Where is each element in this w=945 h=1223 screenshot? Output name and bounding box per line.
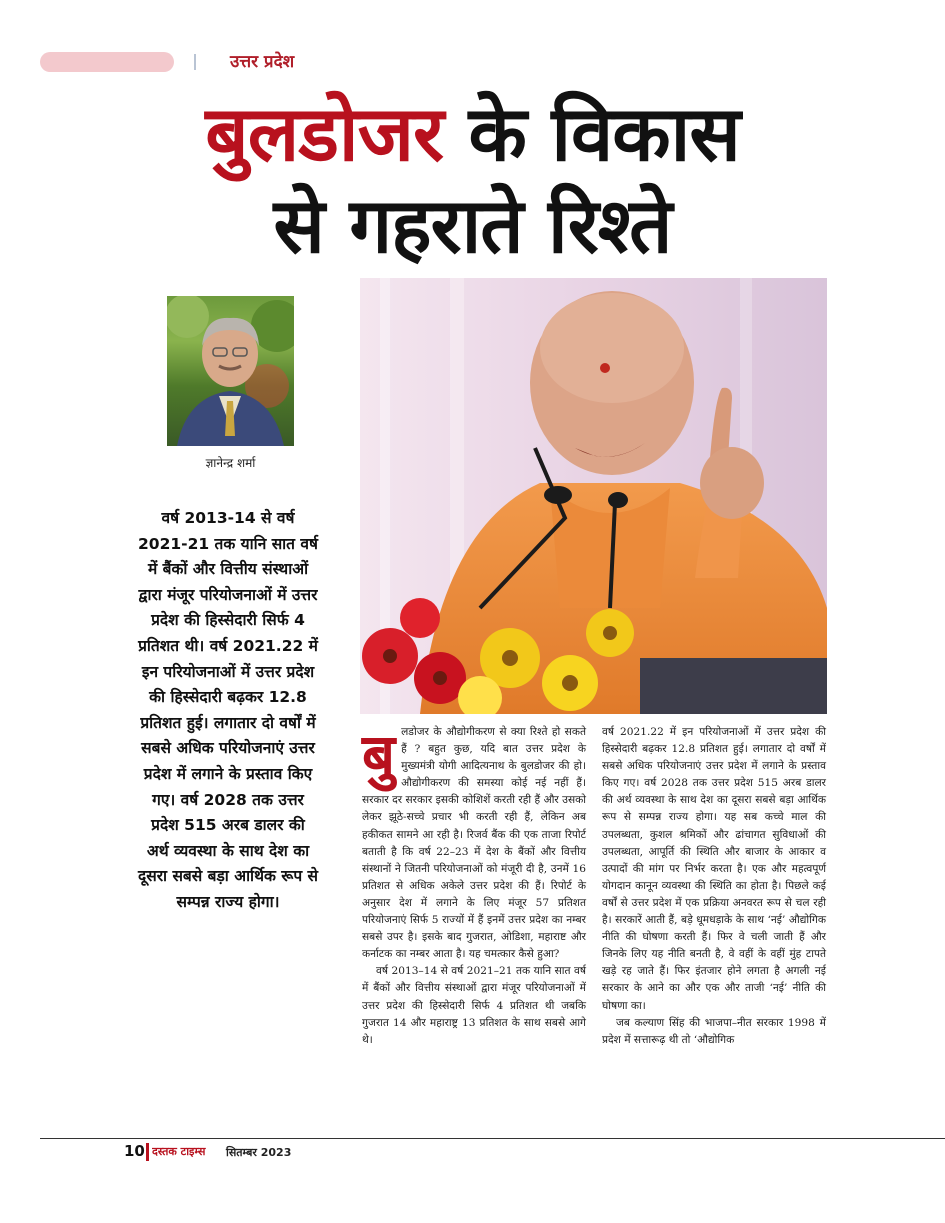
section-separator (194, 54, 196, 70)
pull-quote: वर्ष 2013-14 से वर्ष 2021-21 तक यानि सात वर्ष में बैंकों और वित्तीय संस्थाओं द्वारा मंजूर परियोजनाओं में उत्तर प्रदेश की हिस्सेदारी सिर्फ 4 प्रतिशत थी। वर्ष 2021.22 में इन परियोजनाओं में उत्तर प्रदेश की हिस्सेदारी बढ़कर 12.8 प्रतिशत हुई। लगातार दो वर्षों में सबसे अधिक परियोजनाएं उत्तर प्रदेश में लगाने के प्रस्ताव किए गए। वर्ष 2028 तक उत्तर प्रदेश 515 अरब डालर की अर्थ व्यवस्था के साथ देश का दूसरा सबसे बड़ा आर्थिक रूप से सम्पन्न राज्य होगा। (138, 509, 318, 911)
author-name: ज्ञानेन्द्र शर्मा (205, 456, 256, 470)
headline-line-1 (0, 88, 945, 180)
drop-cap: बु (362, 721, 396, 789)
article-paragraph: लडोजर के औद्योगीकरण से क्या रिश्ते हो सकते हैं ? बहुत कुछ, यदि बात उत्तर प्रदेश के मुख्यमंत्री योगी आदित्यनाथ के बुलडोजर की हो। औद्योगीकरण की समस्या कोई नई नहीं हैं। सरकार दर सरकार इसकी कोशिशें करती रही हैं और उसको लेकर झूठे-सच्चे प्रचार भी करती रही हैं, लेकिन अब हकीकत सामने आ रही है। रिजर्व बैंक की एक ताजा रिपोर्ट बताती है कि वर्ष 22–23 में देश के बैंकों और वित्तीय संस्थानों ने जितनी परियोजनाओं को मंजूरी दी है, उनमें 16 प्रतिशत से अधिक अकेले उत्तर प्रदेश की हैं। रिपोर्ट के अनुसार देश में लगाने के लिए मंजूर 57 प्रतिशत परियोजनाएं सिर्फ 5 राज्यों में हैं इनमें उत्तर प्रदेश का नम्बर सबसे उपर है। इसके बाद गुजरात, ओडिशा, महाराष्ट और कर्नाटक का नम्बर आता है। यह चमत्कार कैसे हुआ? (362, 726, 586, 961)
page-number: 10 (124, 1142, 145, 1160)
section-label: उत्तर प्रदेश (230, 52, 295, 72)
speaker-photo-illustration (360, 278, 827, 714)
article-paragraph: वर्ष 2021.22 में इन परियोजनाओं में उत्तर प्रदेश की हिस्सेदारी बढ़कर 12.8 प्रतिशत हुई। लगातार दो वर्षों में सबसे अधिक परियोजनाएं उत्तर प्रदेश में लगाने के प्रस्ताव किए गए। वर्ष 2028 तक उत्तर प्रदेश 515 अरब डालर की अर्थ व्यवस्था के साथ देश का दूसरा सबसे बड़ा आर्थिक रूप से सम्पन्न राज्य होगा। यह सब कच्चे माल की उपलब्धता, कुशल श्रमिकों और ढांचागत सुविधाओं की उपलब्धता, आपूर्ति की स्थिति और बाजार के आकार व उत्पादों की मांग पर निर्भर करता है। एक और महत्वपूर्ण योगदान कानून व्यवस्था की स्थिति का होता है। पिछले कई वर्षों से उत्तर प्रदेश में एक प्रक्रिया अनवरत रूप से चल रही है। सरकारें आती हैं, बड़े धूमधड़ाके के साथ ‘नई’ औद्योगिक नीति की घोषणा करती हैं। फिर वे चली जाती हैं और जिनके लिए यह नीति बनती है, वे वहीं के वहीं मुंह टापते खड़े रह जाते हैं। फिर इंतजार होने लगता है अगली नई सरकार के आने का और एक और ताजी ‘नई’ नीति की घोषणा का। (602, 726, 826, 1012)
headline-line-1-rest: के विकास (443, 89, 740, 178)
issue-date: सितम्बर 2023 (226, 1146, 292, 1159)
main-photo (360, 278, 827, 714)
magazine-logo: दस्तक टाइम्स (152, 1145, 206, 1158)
article-paragraph: जब कल्याण सिंह की भाजपा–नीत सरकार 1998 में प्रदेश में सत्तारूढ़ थी तो ‘औद्योगिक (602, 1016, 826, 1046)
author-photo (167, 296, 294, 446)
headline-line-2: से गहराते रिश्ते (273, 181, 672, 270)
article-paragraph: वर्ष 2013–14 से वर्ष 2021–21 तक यानि सात वर्ष में बैंकों और वित्तीय संस्थाओं द्वारा मंजूर परियोजनाओं में उत्तर प्रदेश की हिस्सेदारी सिर्फ 4 प्रतिशत थी जबकि गुजरात 14 और महाराष्ट्र 13 प्रतिशत के साथ सबसे आगे थे। (362, 965, 586, 1046)
article-column-2 (602, 724, 826, 1049)
headline-red-word: बुलडोजर (205, 89, 444, 178)
author-portrait-illustration (167, 296, 294, 446)
footer-rule (40, 1138, 945, 1139)
footer-accent-bar (146, 1143, 149, 1161)
section-pill-decoration (40, 52, 174, 72)
article-column-1 (362, 721, 586, 1049)
